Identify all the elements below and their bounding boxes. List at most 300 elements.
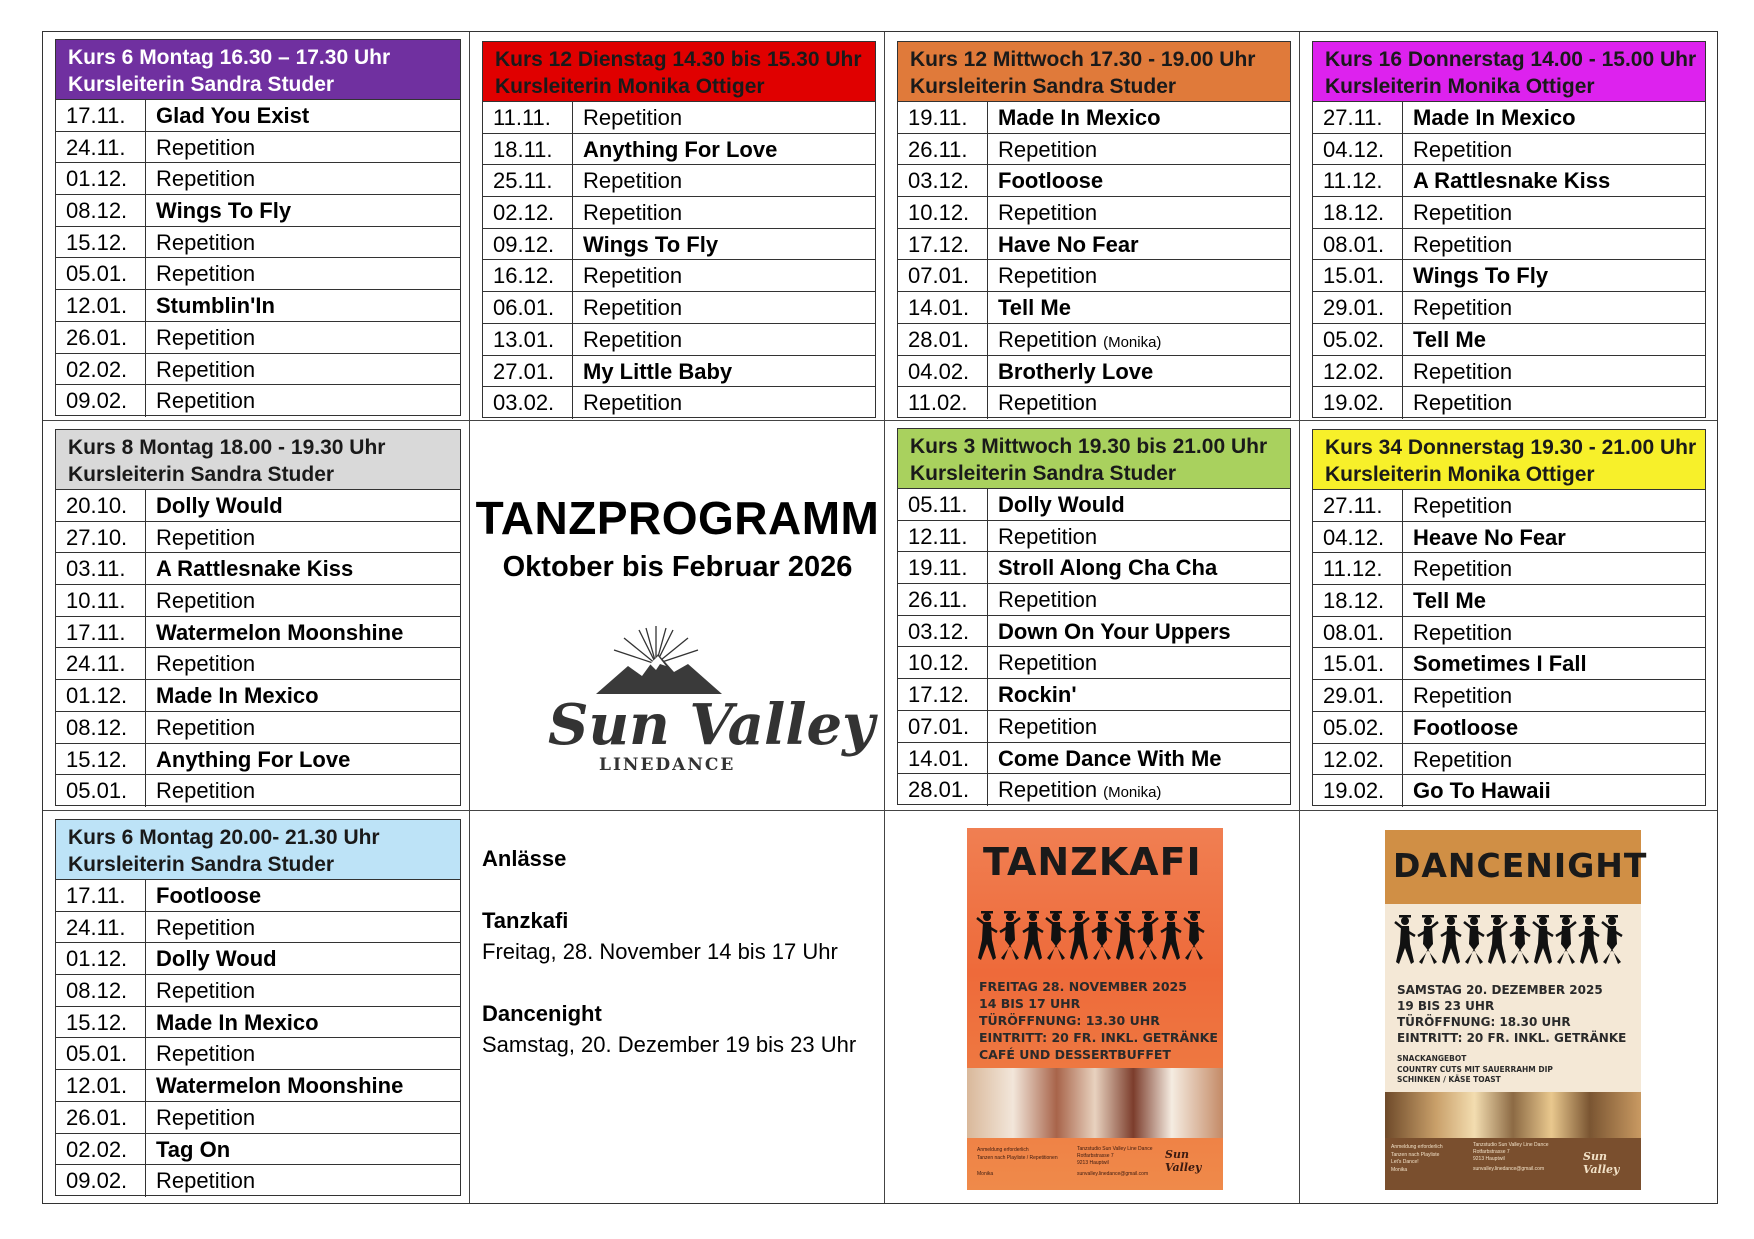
row-date: 12.02. [1313,356,1403,387]
row-date: 17.11. [56,100,146,131]
table-row [56,617,460,649]
table-row [898,489,1290,521]
table-row [56,1038,460,1070]
row-title-text: Repetition [1413,619,1513,645]
row-date: 07.01. [898,260,988,291]
row-date: 01.12. [56,943,146,974]
row-date: 19.02. [1313,387,1403,419]
table-row [56,100,460,132]
row-title-text: Rockin' [998,682,1077,708]
row-title-text: Repetition [156,1104,256,1130]
row-date: 04.12. [1313,134,1403,165]
row-dance-title [146,617,403,648]
tanzkafi-poster-title: TANZKAFI [983,840,1202,884]
poster-address-line: sunvalley.linedance@gmail.com [1473,1166,1545,1172]
row-date: 12.01. [56,1070,146,1101]
table-row [1313,553,1705,585]
dancer-figure [1023,911,1043,960]
row-date: 17.11. [56,880,146,911]
table-row [56,258,460,290]
row-date: 15.01. [1313,260,1403,291]
poster-line: SAMSTAG 20. DEZEMBER 2025 [1397,983,1603,997]
row-dance-title [146,1134,230,1165]
row-title-text: Made In Mexico [998,105,1161,130]
row-title-text: Heave No Fear [1413,524,1566,550]
row-date: 09.02. [56,1165,146,1197]
poster-line: 19 BIS 23 UHR [1397,999,1495,1013]
row-repetition [146,163,255,194]
row-repetition [146,354,255,385]
row-date: 08.12. [56,712,146,743]
row-repetition [573,165,682,196]
row-date: 08.01. [1313,229,1403,260]
table-row [898,165,1290,197]
row-title-text: Repetition [998,523,1098,549]
row-title-text: Made In Mexico [156,1009,319,1035]
table-row [483,356,875,388]
table-row [483,229,875,261]
row-dance-title [1403,260,1548,291]
course-table-kurs34-donnerstag [1312,429,1706,806]
table-row [898,260,1290,292]
course-table-kurs8-montag [55,429,461,806]
table-row [56,880,460,912]
table-row [1313,744,1705,776]
course-table-kurs6-montag-2000 [55,819,461,1196]
row-date: 03.02. [483,387,573,419]
row-repetition [573,292,682,323]
row-date: 26.01. [56,1102,146,1133]
tanzkafi-footer [977,1146,1058,1178]
row-date: 19.02. [1313,775,1403,807]
table-row [56,680,460,712]
table-row [1313,197,1705,229]
row-dance-title [146,490,283,521]
dancenight-label: Dancenight [482,1001,602,1026]
table-row [898,356,1290,388]
row-dance-title [1403,165,1610,196]
dessert-photo [967,1068,1223,1138]
program-sheet [42,31,1718,1204]
poster-footer-line: Tanzen nach Playliste [1391,1151,1440,1158]
row-title-text: Sometimes I Fall [1413,651,1587,677]
row-date: 01.12. [56,163,146,194]
row-repetition [146,132,255,163]
row-date: 24.11. [56,132,146,163]
course-table-kurs3-mittwoch [897,428,1291,805]
row-date: 10.11. [56,585,146,616]
tanzkafi-address [1077,1146,1153,1178]
row-repetition [1403,134,1512,165]
tanzkafi-poster [967,828,1223,1190]
row-title-text: Footloose [156,883,262,908]
row-title-text: Repetition [583,168,683,194]
dancer-figure [1138,911,1158,960]
row-dance-title [988,356,1153,387]
row-title-text: Repetition [156,134,256,160]
row-repetition [146,1102,255,1133]
row-repetition [1403,387,1512,419]
snack-photo [1385,1092,1641,1138]
row-title-text: Tell Me [1413,326,1486,352]
poster-footer-line: Monika [1391,1166,1408,1173]
table-row [898,229,1290,261]
row-dance-title [988,552,1217,583]
table-row [56,322,460,354]
row-title-text: Repetition [156,978,256,1004]
table-row [898,743,1290,775]
row-date: 26.11. [898,134,988,165]
row-title-text: Tell Me [998,295,1071,321]
events-heading: Anlässe [482,846,567,871]
row-repetition [988,711,1097,742]
row-dance-title [988,616,1231,647]
row-date: 05.02. [1313,712,1403,743]
row-date: 24.11. [56,648,146,679]
dancer-figure [1487,915,1507,964]
row-date: 10.12. [898,647,988,678]
dancer-figure [1556,915,1576,964]
row-title-text: Made In Mexico [1413,105,1576,130]
row-title-text: Wings To Fly [583,231,719,257]
dancer-figure [1069,911,1089,960]
dancer-figure [1418,915,1438,964]
row-date: 11.02. [898,387,988,419]
row-dance-title [1403,648,1587,679]
row-title-text: Dolly Woud [156,946,277,972]
row-title-text: Repetition [1413,390,1513,416]
row-title-text: Repetition [998,650,1098,676]
row-date: 17.12. [898,229,988,260]
row-dance-title [146,195,291,226]
poster-logo: Sun Valley [1165,1148,1202,1174]
poster-line: EINTRITT: 20 FR. INKL. GETRÄNKE [1397,1031,1627,1045]
row-date: 05.01. [56,775,146,807]
row-date: 08.12. [56,975,146,1006]
table-row [1313,775,1705,807]
table-row [898,521,1290,553]
dancenight-poster [1385,830,1648,1190]
row-title-text: My Little Baby [583,358,733,384]
course-title: Kurs 8 Montag 18.00 - 19.30 Uhr [68,436,386,459]
row-title-text: Repetition [156,1168,256,1194]
table-row [56,163,460,195]
row-title-text: Repetition [156,229,256,255]
dancenight-date: Samstag, 20. Dezember 19 bis 23 Uhr [482,1032,857,1057]
row-title-text: Anything For Love [583,136,778,162]
row-repetition [146,258,255,289]
dancer-figure [1533,915,1553,964]
course-table-kurs12-mittwoch [897,41,1291,418]
course-leader: Kursleiterin Sandra Studer [68,73,335,96]
row-date: 12.02. [1313,744,1403,775]
row-dance-title [146,100,309,131]
row-dance-title [573,229,718,260]
row-title-text: Footloose [998,168,1104,194]
row-title-text: Repetition [1413,683,1513,709]
row-dance-title [988,743,1222,774]
table-row [56,522,460,554]
row-dance-title [146,553,353,584]
row-title-text: Repetition [998,326,1098,352]
table-row [1313,648,1705,680]
table-row [1313,585,1705,617]
dancer-figure [1115,911,1135,960]
row-date: 02.02. [56,1134,146,1165]
row-repetition [573,197,682,228]
row-title-text: Repetition [998,263,1098,289]
row-date: 07.01. [898,711,988,742]
row-date: 06.01. [483,292,573,323]
table-row [56,227,460,259]
row-date: 15.12. [56,744,146,775]
row-title-text: Repetition [1413,231,1513,257]
row-repetition [146,1038,255,1069]
dancer-figure [1184,911,1204,960]
row-date: 02.02. [56,354,146,385]
row-repetition [988,584,1097,615]
poster-footer-line: Anmeldung erforderlich [1391,1144,1443,1150]
row-repetition [988,647,1097,678]
table-row [1313,522,1705,554]
row-repetition [146,712,255,743]
row-title-text: Repetition [1413,556,1513,582]
table-row [483,165,875,197]
row-title-text: Repetition [156,524,256,550]
row-dance-title [1403,712,1518,743]
row-dance-title [146,880,261,911]
table-row [898,584,1290,616]
row-date: 03.12. [898,165,988,196]
row-title-text: Anything For Love [156,746,351,772]
row-date: 25.11. [483,165,573,196]
dancenight-poster-title: DANCENIGHT [1393,846,1648,885]
events-block [470,811,885,1203]
poster-footer-line: Tanzen nach Playliste / Repetitionen [977,1155,1058,1161]
row-date: 17.11. [56,617,146,648]
course-title: Kurs 34 Donnerstag 19.30 - 21.00 Uhr [1325,436,1697,459]
row-date: 26.11. [898,584,988,615]
table-row [898,387,1290,419]
row-note: (Monika) [1103,784,1162,802]
row-dance-title [573,134,777,165]
row-title-text: Repetition [583,263,683,289]
row-title-text: Repetition [998,713,1098,739]
poster-line: EINTRITT: 20 FR. INKL. GETRÄNKE [979,1030,1218,1045]
row-date: 05.11. [898,489,988,520]
table-row [56,553,460,585]
course-title: Kurs 16 Donnerstag 14.00 - 15.00 Uhr [1325,48,1697,71]
dancers-silhouette-icon [975,908,1215,964]
row-date: 20.10. [56,490,146,521]
dancer-figure [977,911,997,960]
table-row [1313,134,1705,166]
row-note: (Monika) [1103,333,1162,351]
course-title: Kurs 12 Mittwoch 17.30 - 19.00 Uhr [910,48,1256,71]
table-row [56,354,460,386]
row-repetition [573,260,682,291]
row-title-text: Repetition [1413,295,1513,321]
row-date: 11.11. [483,102,573,133]
row-title-text: Repetition [156,1041,256,1067]
course-header [898,429,1290,489]
row-date: 29.01. [1313,292,1403,323]
row-repetition [1403,229,1512,260]
row-repetition [1403,617,1512,648]
row-repetition [1403,356,1512,387]
course-header [898,42,1290,102]
tanzkafi-poster-details [979,978,1218,1063]
table-row [898,102,1290,134]
dancenight-poster-details [1397,982,1626,1046]
table-row [56,1070,460,1102]
row-date: 28.01. [898,324,988,355]
row-title-text: Repetition [583,295,683,321]
poster-small-line: COUNTRY CUTS MIT SAUERRAHM DIP [1397,1064,1553,1074]
row-date: 10.12. [898,197,988,228]
row-title-text: Repetition [1413,200,1513,226]
row-dance-title [1403,102,1576,133]
course-title: Kurs 3 Mittwoch 19.30 bis 21.00 Uhr [910,435,1268,458]
poster-address-line: sunvalley.linedance@gmail.com [1077,1171,1149,1177]
row-date: 08.12. [56,195,146,226]
table-row [483,292,875,324]
row-title-text: Repetition [583,200,683,226]
row-title-text: Repetition [583,390,683,416]
row-title-text: Repetition [1413,358,1513,384]
row-date: 15.12. [56,1007,146,1038]
poster-line: 14 BIS 17 UHR [979,996,1081,1011]
dancers-silhouette-icon [1393,912,1633,968]
row-dance-title [1403,585,1486,616]
course-leader: Kursleiterin Sandra Studer [68,853,335,876]
table-row [483,324,875,356]
logo-text: Sun Valley [548,692,875,758]
dancenight-footer [1391,1144,1443,1174]
row-title-text: Repetition [583,105,683,130]
row-title-text: Repetition [156,388,256,414]
poster-address-line: 9213 Hauptwil [1077,1160,1109,1166]
row-title-text: Repetition [998,390,1098,416]
program-title-block [470,421,885,811]
row-repetition [1403,197,1512,228]
row-repetition [1403,744,1512,775]
table-row [56,1102,460,1134]
poster-line: CAFÉ UND DESSERTBUFFET [979,1047,1171,1062]
row-date: 24.11. [56,912,146,943]
sun-valley-logo [546,616,875,776]
row-date: 18.11. [483,134,573,165]
row-date: 05.01. [56,1038,146,1069]
row-repetition [988,197,1097,228]
table-row [56,1007,460,1039]
table-row [483,102,875,134]
row-date: 18.12. [1313,585,1403,616]
table-row [1313,165,1705,197]
course-leader: Kursleiterin Sandra Studer [910,75,1177,98]
row-date: 17.12. [898,679,988,710]
row-repetition [146,975,255,1006]
row-dance-title [1403,324,1486,355]
row-date: 26.01. [56,322,146,353]
table-row [898,552,1290,584]
row-dance-title [988,102,1161,133]
table-row [56,490,460,522]
row-title-text: Repetition [998,200,1098,226]
dancenight-snacks [1397,1054,1553,1086]
table-row [898,647,1290,679]
course-title: Kurs 12 Dienstag 14.30 bis 15.30 Uhr [495,48,862,71]
row-title-text: Wings To Fly [156,198,292,224]
poster-small-line: SCHINKEN / KÄSE TOAST [1397,1075,1501,1084]
table-row [898,134,1290,166]
row-dance-title [146,943,277,974]
row-title-text: Repetition [583,326,683,352]
poster-address-line: Tanzstudio Sun Valley Line Dance [1077,1146,1153,1152]
poster-footer-line: Monika [977,1171,994,1177]
table-row [483,387,875,419]
table-row [56,744,460,776]
row-date: 04.12. [1313,522,1403,553]
row-title-text: Repetition [156,778,256,804]
table-row [898,679,1290,711]
row-dance-title [573,356,732,387]
row-dance-title [146,1007,319,1038]
row-date: 03.11. [56,553,146,584]
row-repetition [988,324,1161,355]
poster-footer-line: Anmeldung erforderlich [977,1147,1029,1153]
row-date: 14.01. [898,292,988,323]
table-row [56,290,460,322]
table-row [483,260,875,292]
row-repetition [988,521,1097,552]
row-title-text: Repetition [1413,136,1513,162]
row-repetition [146,585,255,616]
dancer-figure [1441,915,1461,964]
row-title-text: Glad You Exist [156,103,310,128]
row-date: 11.12. [1313,165,1403,196]
row-title-text: Wings To Fly [1413,263,1549,289]
row-repetition [1403,292,1512,323]
table-row [483,197,875,229]
course-header [56,40,460,100]
table-row [1313,712,1705,744]
row-dance-title [988,165,1103,196]
course-title: Kurs 6 Montag 16.30 – 17.30 Uhr [68,46,391,69]
page-subtitle: Oktober bis Februar 2026 [502,551,853,583]
row-date: 27.11. [1313,102,1403,133]
course-leader: Kursleiterin Sandra Studer [68,463,335,486]
row-dance-title [988,229,1139,260]
table-row [898,616,1290,648]
row-title-text: Dolly Would [998,492,1125,517]
tanzkafi-date: Freitag, 28. November 14 bis 17 Uhr [482,939,838,964]
course-header [56,820,460,880]
course-leader: Kursleiterin Monika Ottiger [1325,75,1595,98]
table-row [56,648,460,680]
row-title-text: Repetition [156,166,256,192]
row-title-text: Down On Your Uppers [998,618,1231,644]
row-date: 02.12. [483,197,573,228]
row-date: 04.02. [898,356,988,387]
row-dance-title [146,744,350,775]
poster-small-line: SNACKANGEBOT [1397,1054,1467,1063]
row-title-text: Tag On [156,1136,231,1162]
table-row [1313,324,1705,356]
table-row [1313,617,1705,649]
poster-address-line: 9213 Hauptwil [1473,1156,1505,1162]
row-date: 18.12. [1313,197,1403,228]
